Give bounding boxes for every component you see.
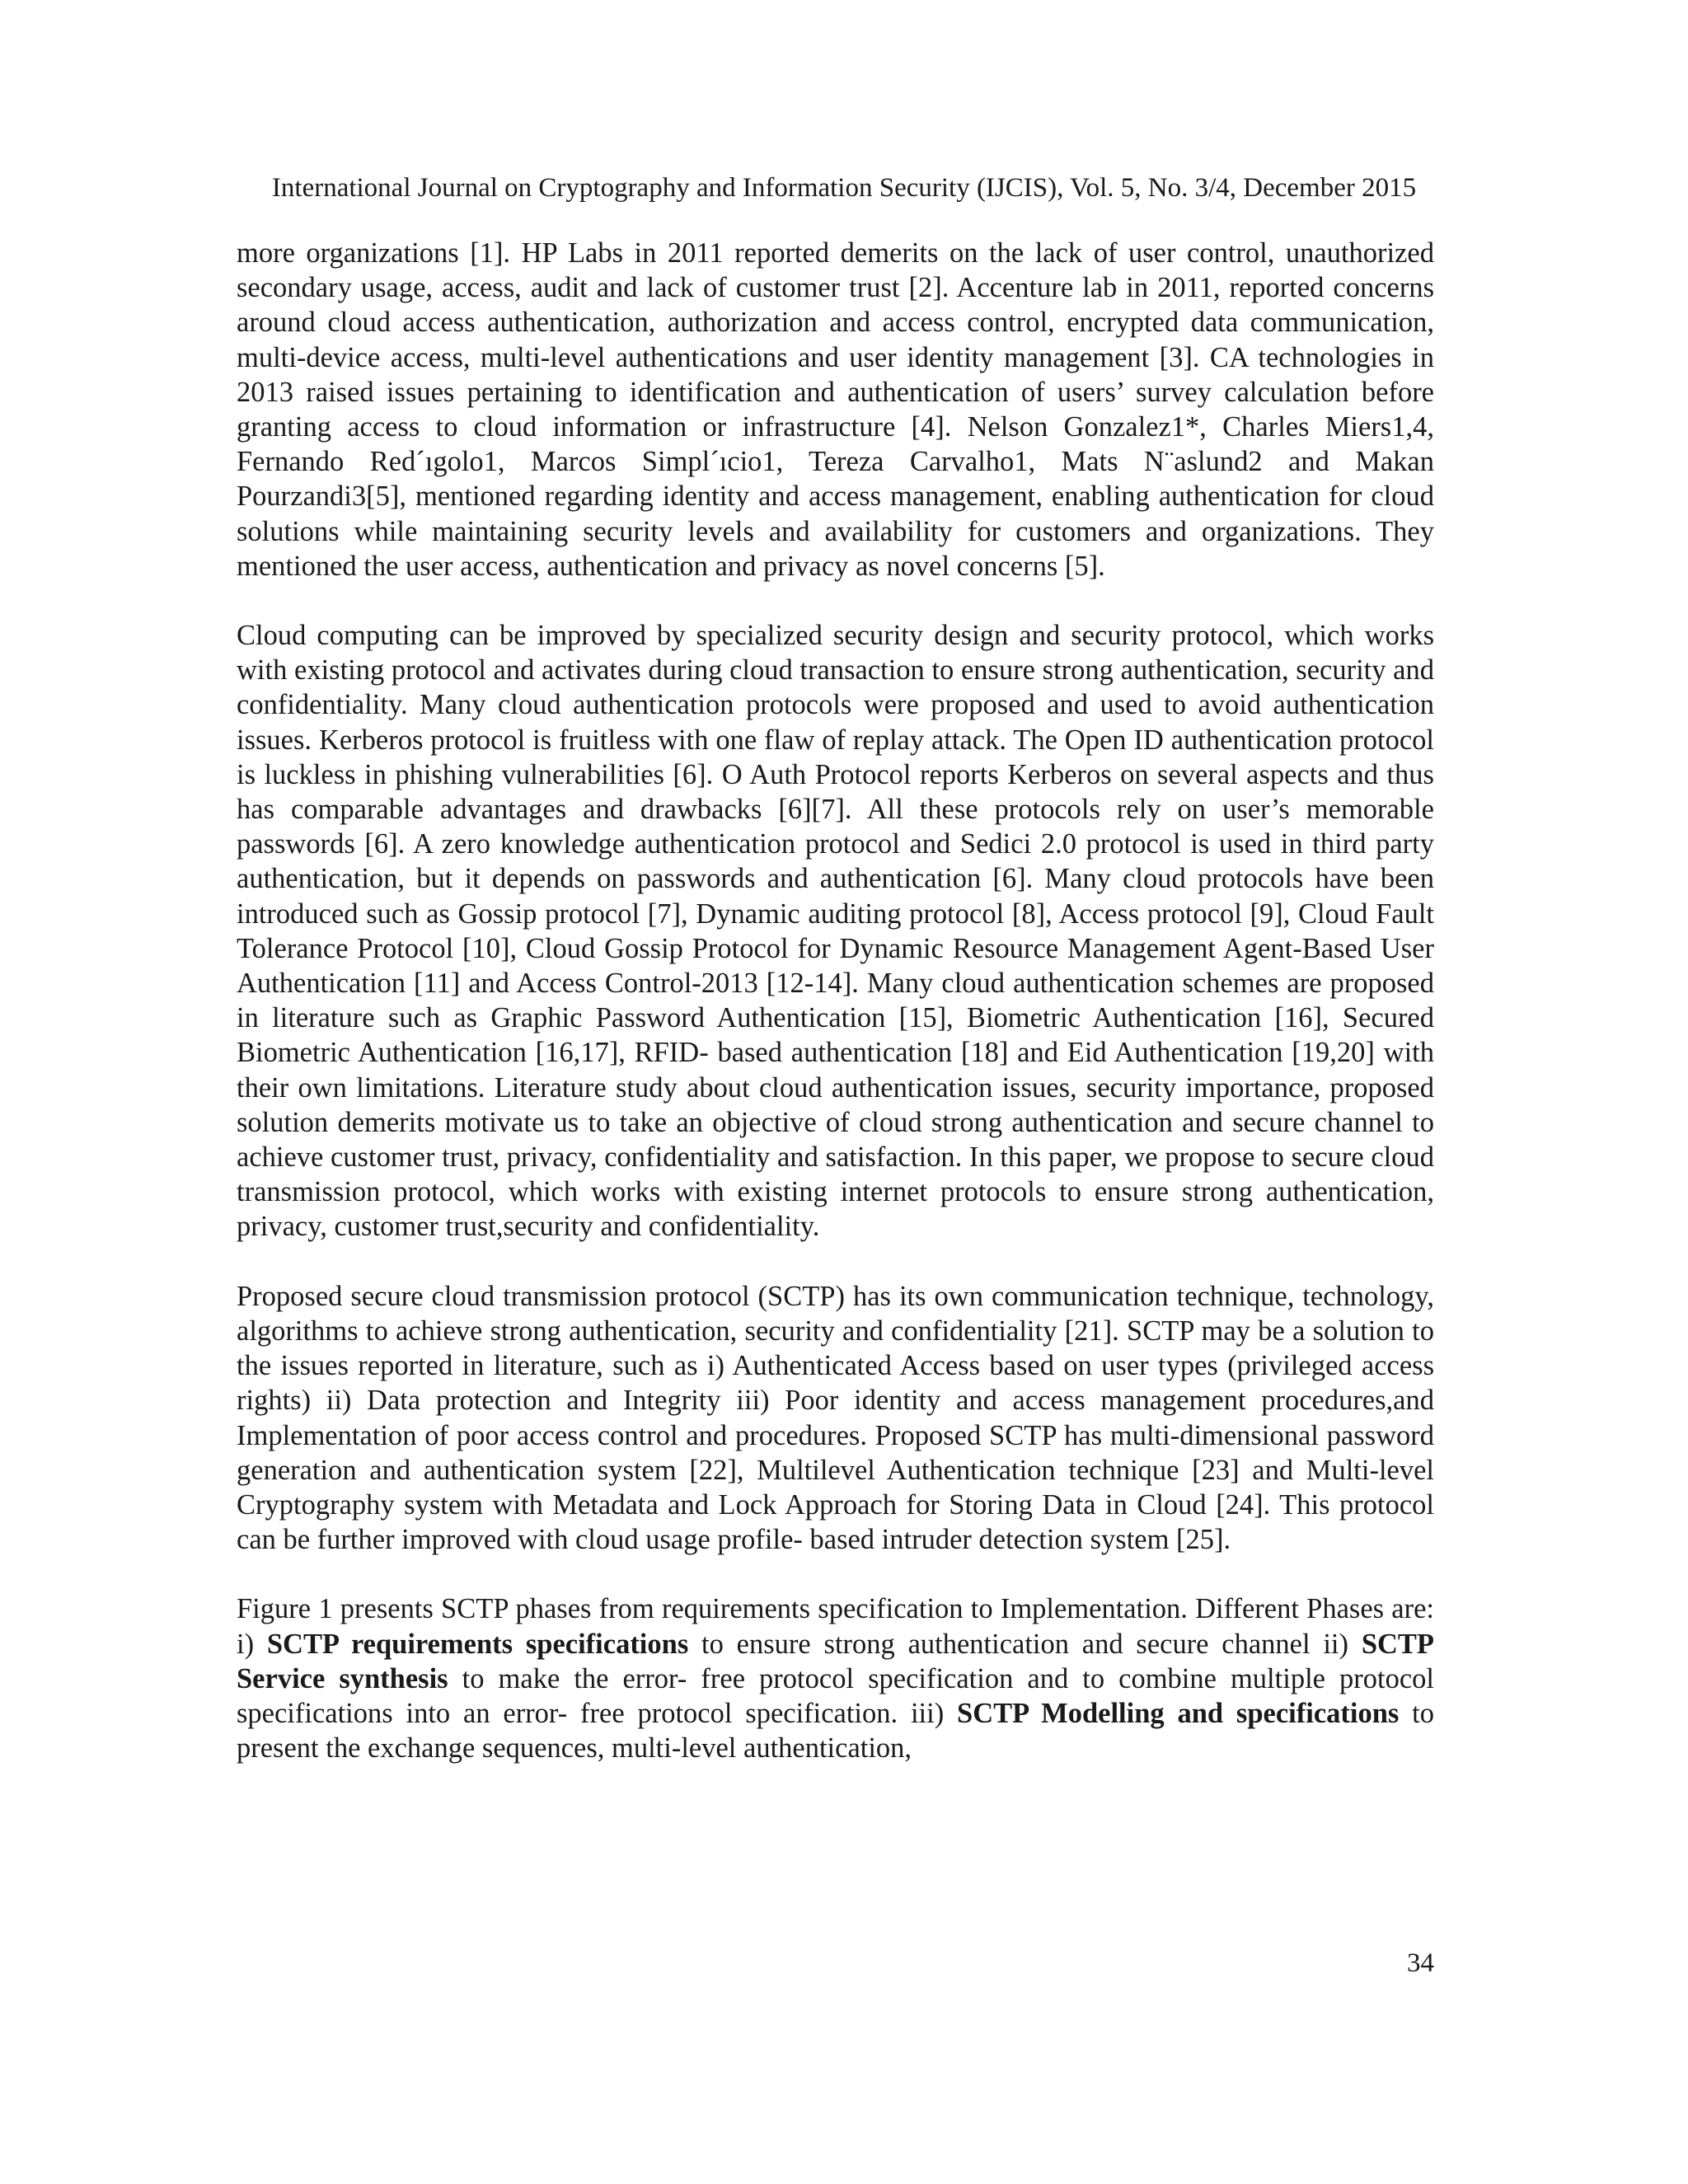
phase-2-term: SCTP Service synthesis (237, 1628, 1434, 1694)
body-text (237, 236, 1434, 1765)
phase-3-term: SCTP Modelling and specifications (957, 1697, 1400, 1729)
paragraph-4-text-4: to present the exchange sequences, multi-level authentication, (237, 1697, 1435, 1765)
paragraph-3: Proposed secure cloud transmission protocol (SCTP) has its own communication technique, technology, algorithms to achieve strong authentication, security and confidentiality [21]. SCTP may be a solution to the issues reported in literature, such as i) Authenticated Access based on user types (privileged access rights) ii) Data protection and Integrity iii) Poor identity and access management procedures,and Implementation of poor access control and procedures. Proposed SCTP has multi-dimensional password generation and authentication system [22], Multilevel Authentication technique [23] and Multi-level Cryptography system with Metadata and Lock Approach for Storing Data in Cloud [24]. This protocol can be further improved with cloud usage profile- based intruder detection system [25]. (237, 1280, 1434, 1556)
paragraph-4-text-2: to ensure strong authentication and secure channel ii) (688, 1628, 1362, 1660)
paragraph-2: Cloud computing can be improved by specialized security design and security protocol, which works with existing protocol and activates during cloud transaction to ensure strong authentication, security and confidentiality. Many cloud authentication protocols were proposed and used to avoid authentication issues. Kerberos protocol is fruitless with one flaw of replay attack. The Open ID authentication protocol is luckless in phishing vulnerabilities [6]. O Auth Protocol reports Kerberos on several aspects and thus has comparable advantages and drawbacks [6][7]. All these protocols rely on user’s memorable passwords [6]. A zero knowledge authentication protocol and Sedici 2.0 protocol is used in third party authentication, but it depends on passwords and authentication [6]. Many cloud protocols have been introduced such as Gossip protocol [7], Dynamic auditing protocol [8], Access protocol [9], Cloud Fault Tolerance Protocol [10], Cloud Gossip Protocol for Dynamic Resource Management Agent-Based User Authentication [11] and Access Control-2013 [12-14]. Many cloud authentication schemes are proposed in literature such as Graphic Password Authentication [15], Biometric Authentication [16], Secured Biometric Authentication [16,17], RFID- based authentication [18] and Eid Authentication [19,20] with their own limitations. Literature study about cloud authentication issues, security importance, proposed solution demerits motivate us to take an objective of cloud strong authentication and secure channel to achieve customer trust, privacy, confidentiality and satisfaction. In this paper, we propose to secure cloud transmission protocol, which works with existing internet protocols to ensure strong authentication, privacy, customer trust,security and confidentiality. (237, 620, 1434, 1243)
page-number: 34 (1407, 1948, 1434, 1978)
paragraph-1: more organizations [1]. HP Labs in 2011 reported demerits on the lack of user control, unauthorized secondary usage, access, audit and lack of customer trust [2]. Accenture lab in 2011, reported concerns around cloud access authentication, authorization and access control, encrypted data communication, multi-device access, multi-level authentications and user identity management [3]. CA technologies in 2013 raised issues pertaining to identification and authentication of users’ survey calculation before granting access to cloud information or infrastructure [4]. Nelson Gonzalez1*, Charles Miers1,4, Fernando Red´ıgolo1, Marcos Simpl´ıcio1, Tereza Carvalho1, Mats N¨aslund2 and Makan Pourzandi3[5], mentioned regarding identity and access management, enabling authentication for cloud solutions while maintaining security levels and availability for customers and organizations. They mentioned the user access, authentication and privacy as novel concerns [5]. (237, 237, 1434, 582)
phase-1-term: SCTP requirements specifications (266, 1628, 689, 1660)
running-header: International Journal on Cryptography and Information Security (IJCIS), Vol. 5, No. 3/4, December 2015 (271, 173, 1417, 203)
paragraph-4-text-1: Figure 1 presents SCTP phases from requirements specification to Implementation. Different Phases are: i) (237, 1593, 1434, 1660)
paragraph-4-text-3: to make the error- free protocol specification and to combine multiple protocol specifications into an error- free protocol specification. iii) (237, 1662, 1434, 1729)
paragraph-4 (237, 1591, 1434, 1765)
